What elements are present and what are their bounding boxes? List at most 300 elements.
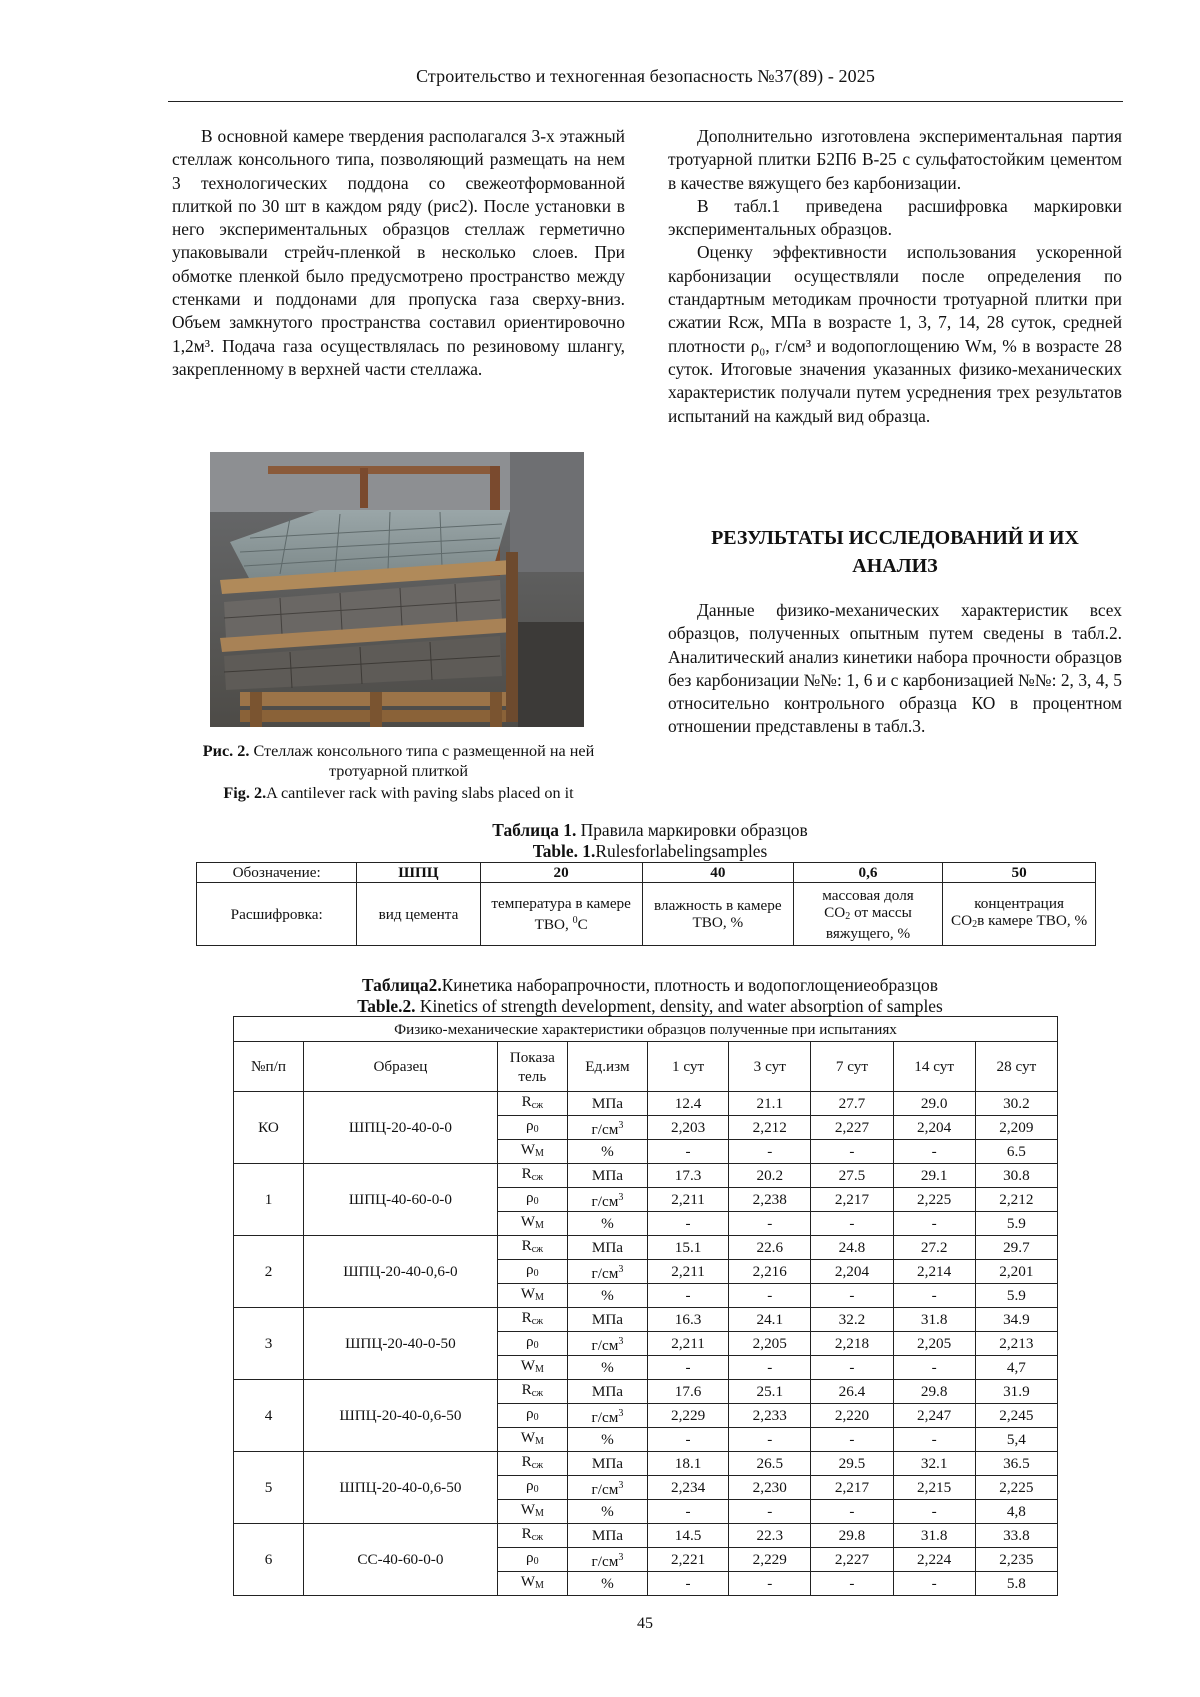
unit-text: % bbox=[601, 1143, 614, 1160]
table2-group-header: Физико-механические характеристики образцов полученные при испытаниях bbox=[234, 1017, 1058, 1042]
indicator-cell bbox=[497, 1356, 567, 1380]
indicator-symbol: ρ bbox=[526, 1549, 534, 1566]
value-cell: - bbox=[648, 1500, 729, 1524]
table1-title-ru bbox=[140, 820, 1160, 840]
table1-mass-text: массовая доля bbox=[822, 886, 914, 904]
value-cell: 18.1 bbox=[648, 1452, 729, 1476]
value-cell: 6.5 bbox=[975, 1140, 1057, 1164]
table1-cell: 50 bbox=[943, 863, 1096, 883]
table-row bbox=[234, 1452, 1058, 1476]
table2-title-ru bbox=[140, 975, 1160, 995]
value-cell: 2,227 bbox=[811, 1548, 893, 1572]
indicator-symbol: W bbox=[520, 1573, 536, 1590]
value-cell: 2,203 bbox=[648, 1116, 729, 1140]
indicator-subscript: 0 bbox=[533, 1340, 539, 1351]
indicator-symbol: ρ bbox=[526, 1405, 534, 1422]
table1-co2b: CO bbox=[951, 912, 973, 929]
table1-title-en-text: Rulesforlabelingsamples bbox=[595, 841, 768, 861]
sample-name: ШПЦ-20-40-0,6-0 bbox=[304, 1236, 498, 1308]
table2-header-cell: 3 сут bbox=[729, 1042, 811, 1092]
labeling-rules-table bbox=[196, 862, 1096, 946]
indicator-cell bbox=[497, 1236, 567, 1260]
table-row bbox=[234, 1092, 1058, 1116]
value-cell: 29.7 bbox=[975, 1236, 1057, 1260]
unit-text: г/см bbox=[591, 1553, 619, 1570]
indicator-cell bbox=[497, 1380, 567, 1404]
value-cell: 24.1 bbox=[729, 1308, 811, 1332]
value-cell: 2,215 bbox=[893, 1476, 975, 1500]
value-cell: - bbox=[811, 1140, 893, 1164]
value-cell: 29.8 bbox=[811, 1524, 893, 1548]
table1-mass-text-2: от массы вяжущего, % bbox=[825, 903, 912, 942]
value-cell: - bbox=[648, 1212, 729, 1236]
right-paragraph-2: В табл.1 приведена расшифровка маркировки экспериментальных образцов. bbox=[668, 195, 1122, 240]
indicator-symbol: R bbox=[521, 1525, 532, 1542]
unit-superscript: 3 bbox=[618, 1408, 624, 1419]
indicator-subscript: М bbox=[535, 1292, 544, 1303]
value-cell: 25.1 bbox=[729, 1380, 811, 1404]
value-cell: - bbox=[729, 1212, 811, 1236]
value-cell: 5.9 bbox=[975, 1284, 1057, 1308]
value-cell: 33.8 bbox=[975, 1524, 1057, 1548]
table2-header-cell: Образец bbox=[304, 1042, 498, 1092]
value-cell: - bbox=[893, 1572, 975, 1596]
unit-text: г/см bbox=[591, 1409, 619, 1426]
rack-photo bbox=[210, 452, 584, 727]
table1-row-decoding bbox=[197, 883, 1096, 946]
indicator-cell bbox=[497, 1428, 567, 1452]
unit-text: МПа bbox=[591, 1527, 624, 1544]
table-row bbox=[234, 1164, 1058, 1188]
value-cell: 22.6 bbox=[729, 1236, 811, 1260]
unit-text: % bbox=[601, 1215, 614, 1232]
indicator-subscript: М bbox=[535, 1220, 544, 1231]
unit-cell bbox=[567, 1452, 647, 1476]
table1-cell: Расшифровка: bbox=[197, 883, 357, 946]
value-cell: 2,201 bbox=[975, 1260, 1057, 1284]
value-cell: 2,234 bbox=[648, 1476, 729, 1500]
value-cell: 31.8 bbox=[893, 1524, 975, 1548]
unit-text: г/см bbox=[591, 1337, 619, 1354]
indicator-cell bbox=[497, 1164, 567, 1188]
table-row bbox=[234, 1380, 1058, 1404]
value-cell: 5.9 bbox=[975, 1212, 1057, 1236]
indicator-subscript: М bbox=[535, 1580, 544, 1591]
value-cell: 2,218 bbox=[811, 1332, 893, 1356]
value-cell: 29.1 bbox=[893, 1164, 975, 1188]
value-cell: 2,217 bbox=[811, 1476, 893, 1500]
unit-cell bbox=[567, 1428, 647, 1452]
right-paragraph-1: Дополнительно изготовлена экспериментальная партия тротуарной плитки Б2П6 В-25 с сульфатостойким цементом в качестве вяжущего без карбонизации. bbox=[668, 126, 1122, 193]
unit-cell bbox=[567, 1476, 647, 1500]
value-cell: 2,204 bbox=[893, 1116, 975, 1140]
unit-cell bbox=[567, 1284, 647, 1308]
table2-header-row bbox=[234, 1042, 1058, 1092]
indicator-cell bbox=[497, 1284, 567, 1308]
indicator-symbol: ρ bbox=[526, 1333, 534, 1350]
table1-co2-sub: 2 bbox=[845, 910, 851, 922]
indicator-cell bbox=[497, 1332, 567, 1356]
value-cell: 2,221 bbox=[648, 1548, 729, 1572]
value-cell: 2,217 bbox=[811, 1188, 893, 1212]
unit-text: % bbox=[601, 1287, 614, 1304]
value-cell: 2,224 bbox=[893, 1548, 975, 1572]
value-cell: 27.2 bbox=[893, 1236, 975, 1260]
value-cell: - bbox=[811, 1428, 893, 1452]
unit-text: % bbox=[601, 1431, 614, 1448]
unit-text: МПа bbox=[591, 1455, 624, 1472]
sample-number: 4 bbox=[234, 1380, 304, 1452]
unit-text: г/см bbox=[591, 1265, 619, 1282]
right-column-bottom bbox=[668, 599, 1122, 739]
table1-co2: CO bbox=[824, 903, 846, 921]
table1-title-ru-text: Правила маркировки образцов bbox=[576, 820, 808, 840]
table2-label-en: Table.2. bbox=[357, 996, 416, 1016]
indicator-subscript: 0 bbox=[533, 1412, 539, 1423]
indicator-symbol: R bbox=[521, 1093, 532, 1110]
indicator-cell bbox=[497, 1548, 567, 1572]
unit-text: % bbox=[601, 1359, 614, 1376]
strength-kinetics-table bbox=[233, 1016, 1058, 1596]
indicator-cell bbox=[497, 1524, 567, 1548]
value-cell: 2,233 bbox=[729, 1404, 811, 1428]
value-cell: 2,213 bbox=[975, 1332, 1057, 1356]
value-cell: 2,211 bbox=[648, 1332, 729, 1356]
section-title: РЕЗУЛЬТАТЫ ИССЛЕДОВАНИЙ И ИХ АНАЛИЗ bbox=[711, 527, 1079, 577]
table1-cell bbox=[793, 883, 942, 946]
indicator-subscript: М bbox=[535, 1364, 544, 1375]
table1-conc-text-2: в камере ТВО, % bbox=[977, 912, 1088, 929]
value-cell: - bbox=[729, 1356, 811, 1380]
value-cell: 30.8 bbox=[975, 1164, 1057, 1188]
unit-cell bbox=[567, 1212, 647, 1236]
value-cell: 26.4 bbox=[811, 1380, 893, 1404]
table1-temp-text: температура в камере ТВО, bbox=[491, 895, 631, 933]
sample-name: ШПЦ-20-40-0,6-50 bbox=[304, 1380, 498, 1452]
header-rule bbox=[168, 101, 1123, 102]
indicator-subscript: 0 bbox=[533, 1556, 539, 1567]
value-cell: 2,205 bbox=[729, 1332, 811, 1356]
table2-title-en-text: Kinetics of strength development, density, and water absorption of samples bbox=[415, 996, 943, 1016]
indicator-cell bbox=[497, 1188, 567, 1212]
unit-cell bbox=[567, 1572, 647, 1596]
indicator-subscript: сж bbox=[531, 1100, 544, 1111]
sample-name: ШПЦ-20-40-0-50 bbox=[304, 1308, 498, 1380]
indicator-cell bbox=[497, 1140, 567, 1164]
table-row bbox=[234, 1524, 1058, 1548]
table2-header-cell: 14 сут bbox=[893, 1042, 975, 1092]
value-cell: 31.8 bbox=[893, 1308, 975, 1332]
value-cell: 26.5 bbox=[729, 1452, 811, 1476]
indicator-symbol: R bbox=[521, 1165, 532, 1182]
unit-superscript: 3 bbox=[618, 1336, 624, 1347]
value-cell: 2,211 bbox=[648, 1188, 729, 1212]
unit-cell bbox=[567, 1164, 647, 1188]
indicator-subscript: М bbox=[535, 1148, 544, 1159]
value-cell: 29.5 bbox=[811, 1452, 893, 1476]
indicator-symbol: ρ bbox=[526, 1261, 534, 1278]
indicator-symbol: W bbox=[520, 1429, 536, 1446]
value-cell: 4,8 bbox=[975, 1500, 1057, 1524]
unit-text: МПа bbox=[591, 1311, 624, 1328]
value-cell: 2,212 bbox=[975, 1188, 1057, 1212]
unit-cell bbox=[567, 1548, 647, 1572]
indicator-symbol: W bbox=[520, 1141, 536, 1158]
value-cell: 27.7 bbox=[811, 1092, 893, 1116]
table1-degree: 0 bbox=[572, 915, 578, 926]
table2-body bbox=[234, 1092, 1058, 1596]
right-paragraph-4: Данные физико-механических характеристик всех образцов, полученных опытным путем сведены в табл.2. Аналитический анализ кинетики набора прочности образцов без карбонизации №№: 1, 6 и с карбонизацией №№: 2, 3, 4, 5 относительно контрольного образца КО в процентном отношении представлены в табл.3. bbox=[668, 600, 1122, 737]
value-cell: 32.2 bbox=[811, 1308, 893, 1332]
journal-header: Строительство и техногенная безопасность №37(89) - 2025 bbox=[416, 66, 875, 86]
value-cell: - bbox=[648, 1572, 729, 1596]
table2-title-en bbox=[140, 996, 1160, 1016]
indicator-subscript: 0 bbox=[533, 1124, 539, 1135]
value-cell: 24.8 bbox=[811, 1236, 893, 1260]
value-cell: 21.1 bbox=[729, 1092, 811, 1116]
value-cell: - bbox=[729, 1500, 811, 1524]
table2-header-cell: Показа тель bbox=[497, 1042, 567, 1092]
value-cell: 2,229 bbox=[729, 1548, 811, 1572]
value-cell: - bbox=[729, 1140, 811, 1164]
sample-name: СС-40-60-0-0 bbox=[304, 1524, 498, 1596]
table1-row-designation bbox=[197, 863, 1096, 883]
indicator-subscript: 0 bbox=[533, 1484, 539, 1495]
unit-cell bbox=[567, 1236, 647, 1260]
table2-title-ru-text: Кинетика наборапрочности, плотность и водопоглощениеобразцов bbox=[441, 975, 938, 995]
unit-superscript: 3 bbox=[618, 1480, 624, 1491]
indicator-symbol: R bbox=[521, 1453, 532, 1470]
table2-header-cell: №п/п bbox=[234, 1042, 304, 1092]
value-cell: - bbox=[729, 1428, 811, 1452]
value-cell: 2,225 bbox=[975, 1476, 1057, 1500]
figure-caption-ru-text: Стеллаж консольного типа с размещенной на ней тротуарной плиткой bbox=[253, 742, 595, 780]
indicator-subscript: сж bbox=[531, 1172, 544, 1183]
value-cell: 36.5 bbox=[975, 1452, 1057, 1476]
sample-number: 2 bbox=[234, 1236, 304, 1308]
table1-co2b-sub: 2 bbox=[972, 919, 978, 930]
unit-text: МПа bbox=[591, 1095, 624, 1112]
sample-name: ШПЦ-40-60-0-0 bbox=[304, 1164, 498, 1236]
right-paragraph-3: Оценку эффективности использования ускоренной карбонизации осуществляли после определения по стандартным методикам прочности тротуарной плитки при сжатии Rсж, МПа в возрасте 1, 3, 7, 14, 28 суток, средней плотности ρ₀, г/см³ и водопоглощению Wм, % в возрасте 28 суток. Итоговые значения указанных физико-механических характеристик получали путем усреднения трех результатов испытаний на каждый вид образца. bbox=[668, 242, 1122, 426]
unit-text: МПа bbox=[591, 1239, 624, 1256]
unit-cell bbox=[567, 1404, 647, 1428]
value-cell: 15.1 bbox=[648, 1236, 729, 1260]
indicator-subscript: М bbox=[535, 1508, 544, 1519]
value-cell: - bbox=[729, 1284, 811, 1308]
indicator-cell bbox=[497, 1500, 567, 1524]
value-cell: - bbox=[893, 1212, 975, 1236]
value-cell: 2,245 bbox=[975, 1404, 1057, 1428]
figure-caption-ru bbox=[172, 741, 625, 781]
unit-cell bbox=[567, 1380, 647, 1404]
value-cell: - bbox=[648, 1140, 729, 1164]
value-cell: 20.2 bbox=[729, 1164, 811, 1188]
indicator-symbol: ρ bbox=[526, 1117, 534, 1134]
value-cell: 29.0 bbox=[893, 1092, 975, 1116]
unit-cell bbox=[567, 1308, 647, 1332]
unit-text: % bbox=[601, 1503, 614, 1520]
indicator-subscript: сж bbox=[531, 1388, 544, 1399]
value-cell: 22.3 bbox=[729, 1524, 811, 1548]
value-cell: 2,238 bbox=[729, 1188, 811, 1212]
sample-number: 5 bbox=[234, 1452, 304, 1524]
value-cell: - bbox=[893, 1428, 975, 1452]
value-cell: 17.6 bbox=[648, 1380, 729, 1404]
indicator-cell bbox=[497, 1260, 567, 1284]
indicator-symbol: R bbox=[521, 1309, 532, 1326]
unit-cell bbox=[567, 1092, 647, 1116]
indicator-subscript: сж bbox=[531, 1244, 544, 1255]
indicator-cell bbox=[497, 1116, 567, 1140]
value-cell: 2,235 bbox=[975, 1548, 1057, 1572]
unit-cell bbox=[567, 1188, 647, 1212]
table1-cell: влажность в камере ТВО, % bbox=[642, 883, 793, 946]
value-cell: 30.2 bbox=[975, 1092, 1057, 1116]
value-cell: - bbox=[648, 1356, 729, 1380]
value-cell: 2,205 bbox=[893, 1332, 975, 1356]
value-cell: - bbox=[729, 1572, 811, 1596]
value-cell: 2,225 bbox=[893, 1188, 975, 1212]
value-cell: 27.5 bbox=[811, 1164, 893, 1188]
indicator-cell bbox=[497, 1476, 567, 1500]
sample-number: 3 bbox=[234, 1308, 304, 1380]
value-cell: 2,211 bbox=[648, 1260, 729, 1284]
value-cell: 2,214 bbox=[893, 1260, 975, 1284]
unit-cell bbox=[567, 1356, 647, 1380]
unit-text: % bbox=[601, 1575, 614, 1592]
table2-label-ru: Таблица2. bbox=[362, 975, 442, 995]
value-cell: 2,209 bbox=[975, 1116, 1057, 1140]
value-cell: 34.9 bbox=[975, 1308, 1057, 1332]
value-cell: - bbox=[893, 1356, 975, 1380]
value-cell: 31.9 bbox=[975, 1380, 1057, 1404]
unit-text: г/см bbox=[591, 1121, 619, 1138]
rack-photo-illustration bbox=[210, 452, 584, 727]
figure-caption-en bbox=[172, 783, 625, 803]
unit-text: г/см bbox=[591, 1481, 619, 1498]
unit-superscript: 3 bbox=[618, 1120, 624, 1131]
indicator-symbol: ρ bbox=[526, 1189, 534, 1206]
indicator-symbol: W bbox=[520, 1501, 536, 1518]
table1-cell: ШПЦ bbox=[357, 863, 480, 883]
sample-number: КО bbox=[234, 1092, 304, 1164]
value-cell: - bbox=[893, 1284, 975, 1308]
indicator-subscript: сж bbox=[531, 1316, 544, 1327]
indicator-symbol: ρ bbox=[526, 1477, 534, 1494]
indicator-subscript: сж bbox=[531, 1460, 544, 1471]
figure-label-ru: Рис. 2. bbox=[202, 742, 250, 760]
left-column bbox=[172, 125, 625, 381]
unit-cell bbox=[567, 1524, 647, 1548]
value-cell: 2,216 bbox=[729, 1260, 811, 1284]
value-cell: - bbox=[648, 1428, 729, 1452]
table1-cell: 40 bbox=[642, 863, 793, 883]
table1-label-ru: Таблица 1. bbox=[492, 820, 577, 840]
indicator-symbol: R bbox=[521, 1381, 532, 1398]
right-column-top bbox=[668, 125, 1122, 428]
unit-superscript: 3 bbox=[618, 1192, 624, 1203]
value-cell: 29.8 bbox=[893, 1380, 975, 1404]
indicator-subscript: М bbox=[535, 1436, 544, 1447]
value-cell: - bbox=[893, 1500, 975, 1524]
value-cell: - bbox=[811, 1356, 893, 1380]
value-cell: 2,230 bbox=[729, 1476, 811, 1500]
table-row bbox=[234, 1308, 1058, 1332]
value-cell: 2,212 bbox=[729, 1116, 811, 1140]
table1-cell bbox=[480, 883, 642, 946]
indicator-cell bbox=[497, 1212, 567, 1236]
indicator-cell bbox=[497, 1308, 567, 1332]
table1-celsius: С bbox=[577, 916, 588, 933]
value-cell: 12.4 bbox=[648, 1092, 729, 1116]
unit-text: МПа bbox=[591, 1167, 624, 1184]
table2-group-header-row bbox=[234, 1017, 1058, 1042]
unit-text: г/см bbox=[591, 1193, 619, 1210]
page-number: 45 bbox=[637, 1615, 653, 1632]
table2-header-cell: Ед.изм bbox=[567, 1042, 647, 1092]
unit-superscript: 3 bbox=[618, 1264, 624, 1275]
unit-cell bbox=[567, 1140, 647, 1164]
sample-number: 6 bbox=[234, 1524, 304, 1596]
value-cell: 5.8 bbox=[975, 1572, 1057, 1596]
value-cell: 5,4 bbox=[975, 1428, 1057, 1452]
indicator-symbol: R bbox=[521, 1237, 532, 1254]
sample-name: ШПЦ-20-40-0-0 bbox=[304, 1092, 498, 1164]
table1-cell: вид цемента bbox=[357, 883, 480, 946]
indicator-subscript: сж bbox=[531, 1532, 544, 1543]
table2-header-cell: 28 сут bbox=[975, 1042, 1057, 1092]
indicator-cell bbox=[497, 1572, 567, 1596]
table2-header-cell: 1 сут bbox=[648, 1042, 729, 1092]
indicator-cell bbox=[497, 1452, 567, 1476]
indicator-cell bbox=[497, 1404, 567, 1428]
unit-cell bbox=[567, 1116, 647, 1140]
indicator-symbol: W bbox=[520, 1357, 536, 1374]
value-cell: - bbox=[811, 1212, 893, 1236]
table1-cell: Обозначение: bbox=[197, 863, 357, 883]
indicator-cell bbox=[497, 1092, 567, 1116]
value-cell: 2,247 bbox=[893, 1404, 975, 1428]
value-cell: 16.3 bbox=[648, 1308, 729, 1332]
value-cell: - bbox=[648, 1284, 729, 1308]
indicator-subscript: 0 bbox=[533, 1196, 539, 1207]
table1-cell: 20 bbox=[480, 863, 642, 883]
value-cell: 2,229 bbox=[648, 1404, 729, 1428]
figure-caption-en-text: A cantilever rack with paving slabs placed on it bbox=[266, 784, 574, 802]
value-cell: - bbox=[811, 1572, 893, 1596]
value-cell: 17.3 bbox=[648, 1164, 729, 1188]
table1-conc-text: концентрация bbox=[974, 895, 1064, 912]
value-cell: 2,220 bbox=[811, 1404, 893, 1428]
unit-cell bbox=[567, 1332, 647, 1356]
table1-title-en bbox=[140, 841, 1160, 861]
value-cell: - bbox=[811, 1500, 893, 1524]
left-paragraph: В основной камере твердения располагался 3-х этажный стеллаж консольного типа, позволяющий размещать на нем 3 технологических поддона со свежеотформованной плиткой по 30 шт в каждом ряду (рис2). После установки в него экспериментальных образцов стеллаж герметично упаковывали стрейч-пленкой в несколько слоев. При обмотке пленкой было предусмотрено пространство между стенками и поддонами для пропуска газа сверху-вниз. Объем замкнутого пространства составил ориентировочно 1,2м³. Подача газа осуществлялась по резиновому шлангу, закрепленному в верхней части стеллажа. bbox=[172, 126, 625, 379]
indicator-symbol: W bbox=[520, 1213, 536, 1230]
unit-cell bbox=[567, 1500, 647, 1524]
value-cell: - bbox=[811, 1284, 893, 1308]
unit-text: МПа bbox=[591, 1383, 624, 1400]
value-cell: 32.1 bbox=[893, 1452, 975, 1476]
unit-cell bbox=[567, 1260, 647, 1284]
table1-cell bbox=[943, 883, 1096, 946]
value-cell: 4,7 bbox=[975, 1356, 1057, 1380]
table1-label-en: Table. 1. bbox=[532, 841, 596, 861]
value-cell: 2,204 bbox=[811, 1260, 893, 1284]
value-cell: 14.5 bbox=[648, 1524, 729, 1548]
indicator-symbol: W bbox=[520, 1285, 536, 1302]
